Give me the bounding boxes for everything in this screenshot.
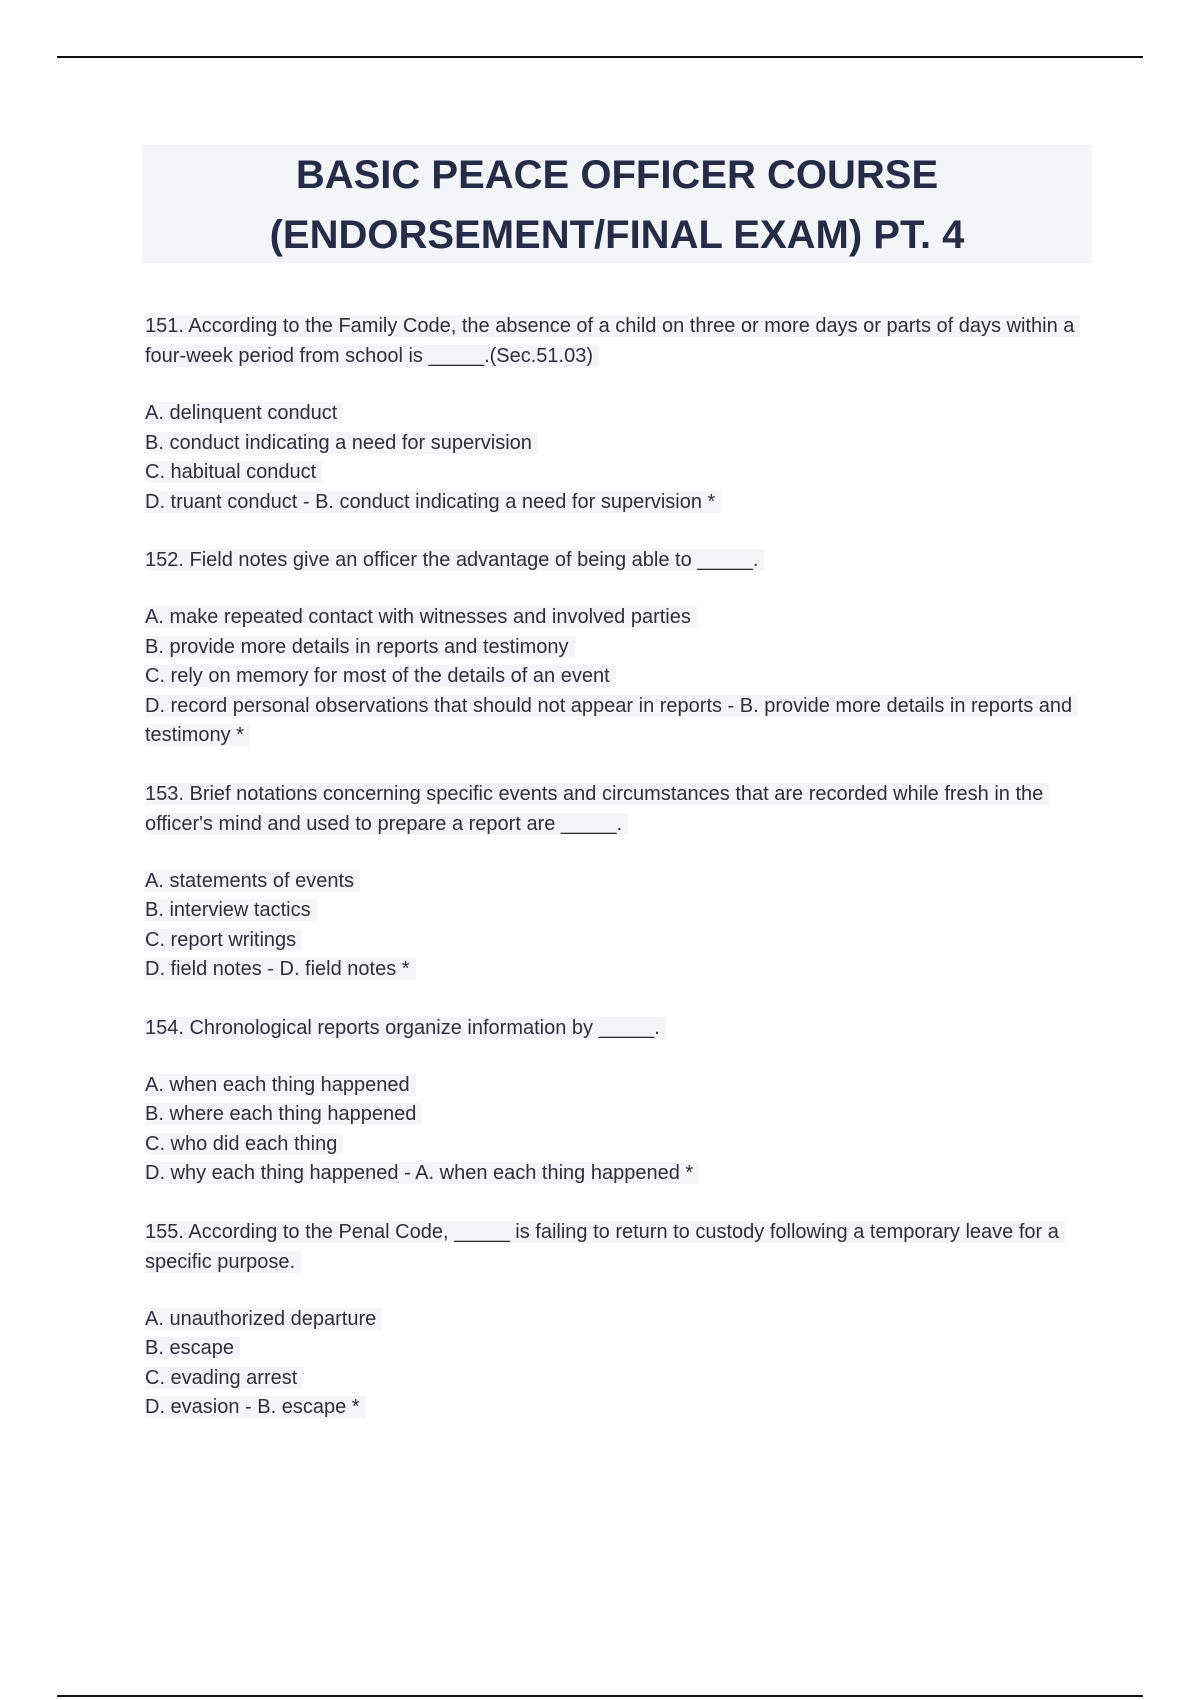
document-title [142,145,1092,263]
question-text: 155. According to the Penal Code, _____ is failing to return to custody following a temporary leave for a specific purpose. [145,1221,1065,1273]
option-d-with-answer: D. why each thing happened - A. when each thing happened * [145,1162,699,1184]
option-b: B. provide more details in reports and testimony [145,636,575,658]
option-d-with-answer: D. field notes - D. field notes * [145,958,416,980]
answer-options [145,1305,1090,1423]
question-153 [145,779,1090,985]
option-c: C. who did each thing [145,1133,343,1155]
option-d-with-answer: D. truant conduct - B. conduct indicating a need for supervision * [145,491,721,513]
question-text: 151. According to the Family Code, the absence of a child on three or more days or parts of days within a four-week period from school is _____.(Sec.51.03) [145,315,1080,367]
option-a: A. unauthorized departure [145,1308,382,1330]
question-152 [145,545,1090,751]
option-a: A. statements of events [145,870,360,892]
title-line-2: (ENDORSEMENT/FINAL EXAM) PT. 4 [269,213,965,257]
option-b: B. escape [145,1337,240,1359]
option-c: C. habitual conduct [145,461,322,483]
option-a: A. delinquent conduct [145,402,343,424]
question-text: 152. Field notes give an officer the advantage of being able to _____. [145,549,764,571]
option-b: B. where each thing happened [145,1103,422,1125]
question-155 [145,1217,1090,1423]
option-a: A. make repeated contact with witnesses and involved parties [145,606,697,628]
answer-options [145,867,1090,985]
title-line-1: BASIC PEACE OFFICER COURSE [295,153,939,197]
option-c: C. report writings [145,929,302,951]
question-154 [145,1013,1090,1189]
question-151 [145,311,1090,517]
option-b: B. interview tactics [145,899,317,921]
question-list [145,311,1090,1423]
question-text: 154. Chronological reports organize information by _____. [145,1017,666,1039]
option-a: A. when each thing happened [145,1074,416,1096]
option-d-with-answer: D. evasion - B. escape * [145,1396,366,1418]
top-rule [57,56,1143,58]
option-d-with-answer: D. record personal observations that should not appear in reports - B. provide more details in reports and testimony * [145,695,1078,747]
answer-options [145,1071,1090,1189]
question-text: 153. Brief notations concerning specific events and circumstances that are recorded while fresh in the officer's mind and used to prepare a report are _____. [145,783,1049,835]
answer-options [145,399,1090,517]
option-c: C. evading arrest [145,1367,303,1389]
option-b: B. conduct indicating a need for supervision [145,432,538,454]
option-c: C. rely on memory for most of the details of an event [145,665,616,687]
bottom-rule [57,1695,1143,1697]
answer-options [145,603,1090,751]
